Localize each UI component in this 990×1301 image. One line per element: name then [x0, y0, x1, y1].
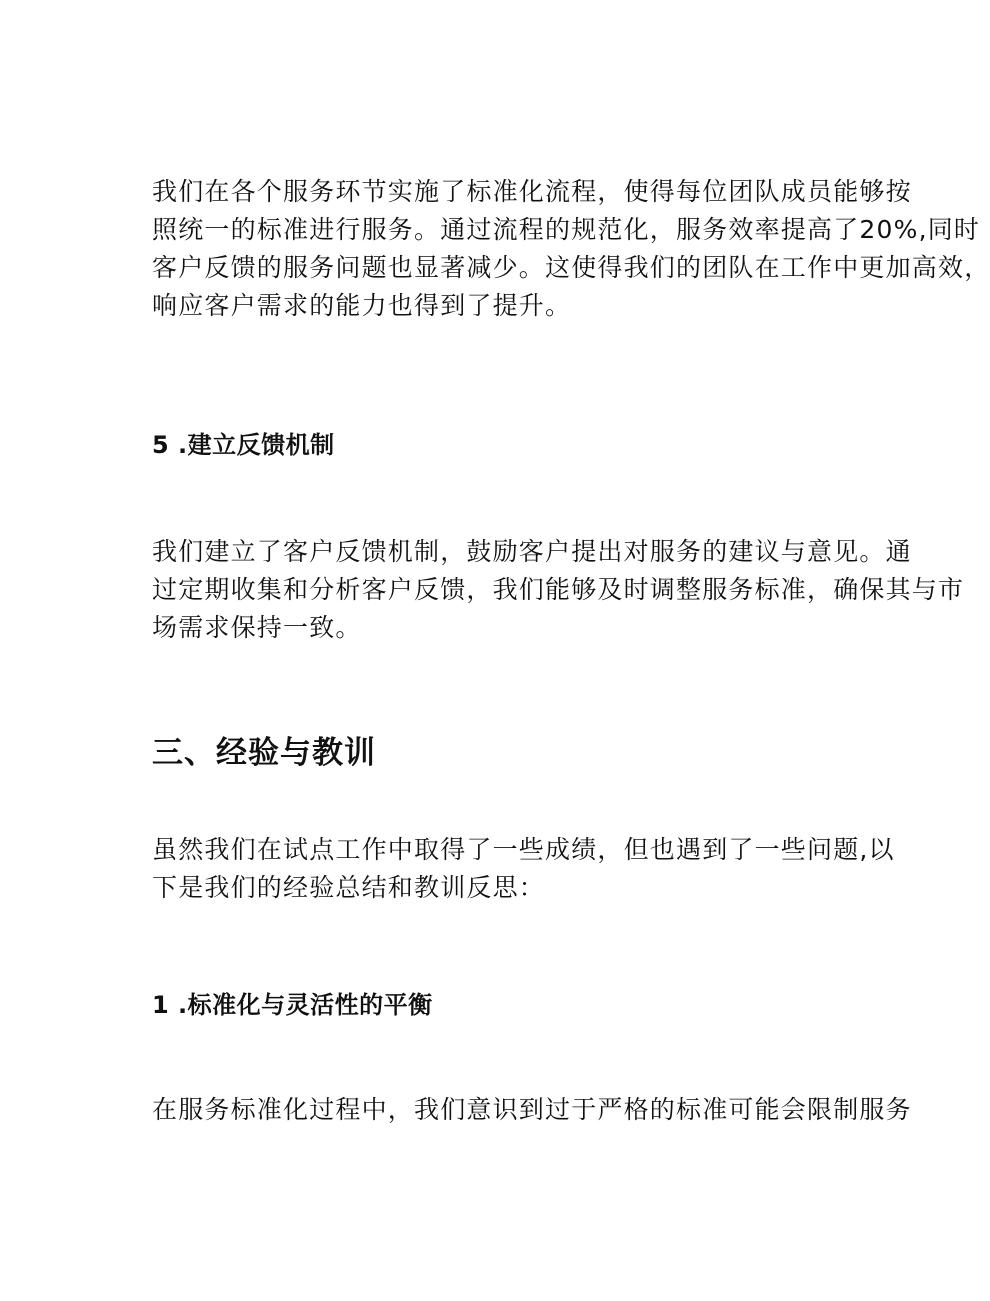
paragraph-standardization-flexibility [152, 1091, 912, 1129]
section-title-experience-lessons: 三、经验与教训 [152, 735, 376, 771]
paragraph-line: 我们建立了客户反馈机制，鼓励客户提出对服务的建议与意见。通 [152, 537, 912, 566]
subheading-standardization-flexibility: 1 .标准化与灵活性的平衡 [152, 991, 433, 1019]
paragraph-feedback-mechanism [152, 533, 965, 647]
paragraph-line: 在服务标准化过程中，我们意识到过于严格的标准可能会限制服务 [152, 1095, 912, 1124]
paragraph-line: 场需求保持一致。 [152, 613, 362, 642]
paragraph-line: 下是我们的经验总结和教训反思： [152, 873, 546, 902]
paragraph-standardized-process [152, 173, 990, 325]
paragraph-line: 照统一的标准进行服务。通过流程的规范化，服务效率提高了20%,同时 [152, 215, 981, 244]
paragraph-line: 过定期收集和分析客户反馈，我们能够及时调整服务标准，确保其与市 [152, 575, 965, 604]
paragraph-line: 客户反馈的服务问题也显著减少。这使得我们的团队在工作中更加高效， [152, 253, 990, 282]
paragraph-experience-intro [152, 831, 895, 907]
paragraph-line: 响应客户需求的能力也得到了提升。 [152, 291, 572, 320]
paragraph-line: 我们在各个服务环节实施了标准化流程，使得每位团队成员能够按 [152, 177, 912, 206]
paragraph-line: 虽然我们在试点工作中取得了一些成绩，但也遇到了一些问题,以 [152, 835, 895, 864]
subheading-feedback-mechanism: 5 .建立反馈机制 [152, 431, 335, 459]
